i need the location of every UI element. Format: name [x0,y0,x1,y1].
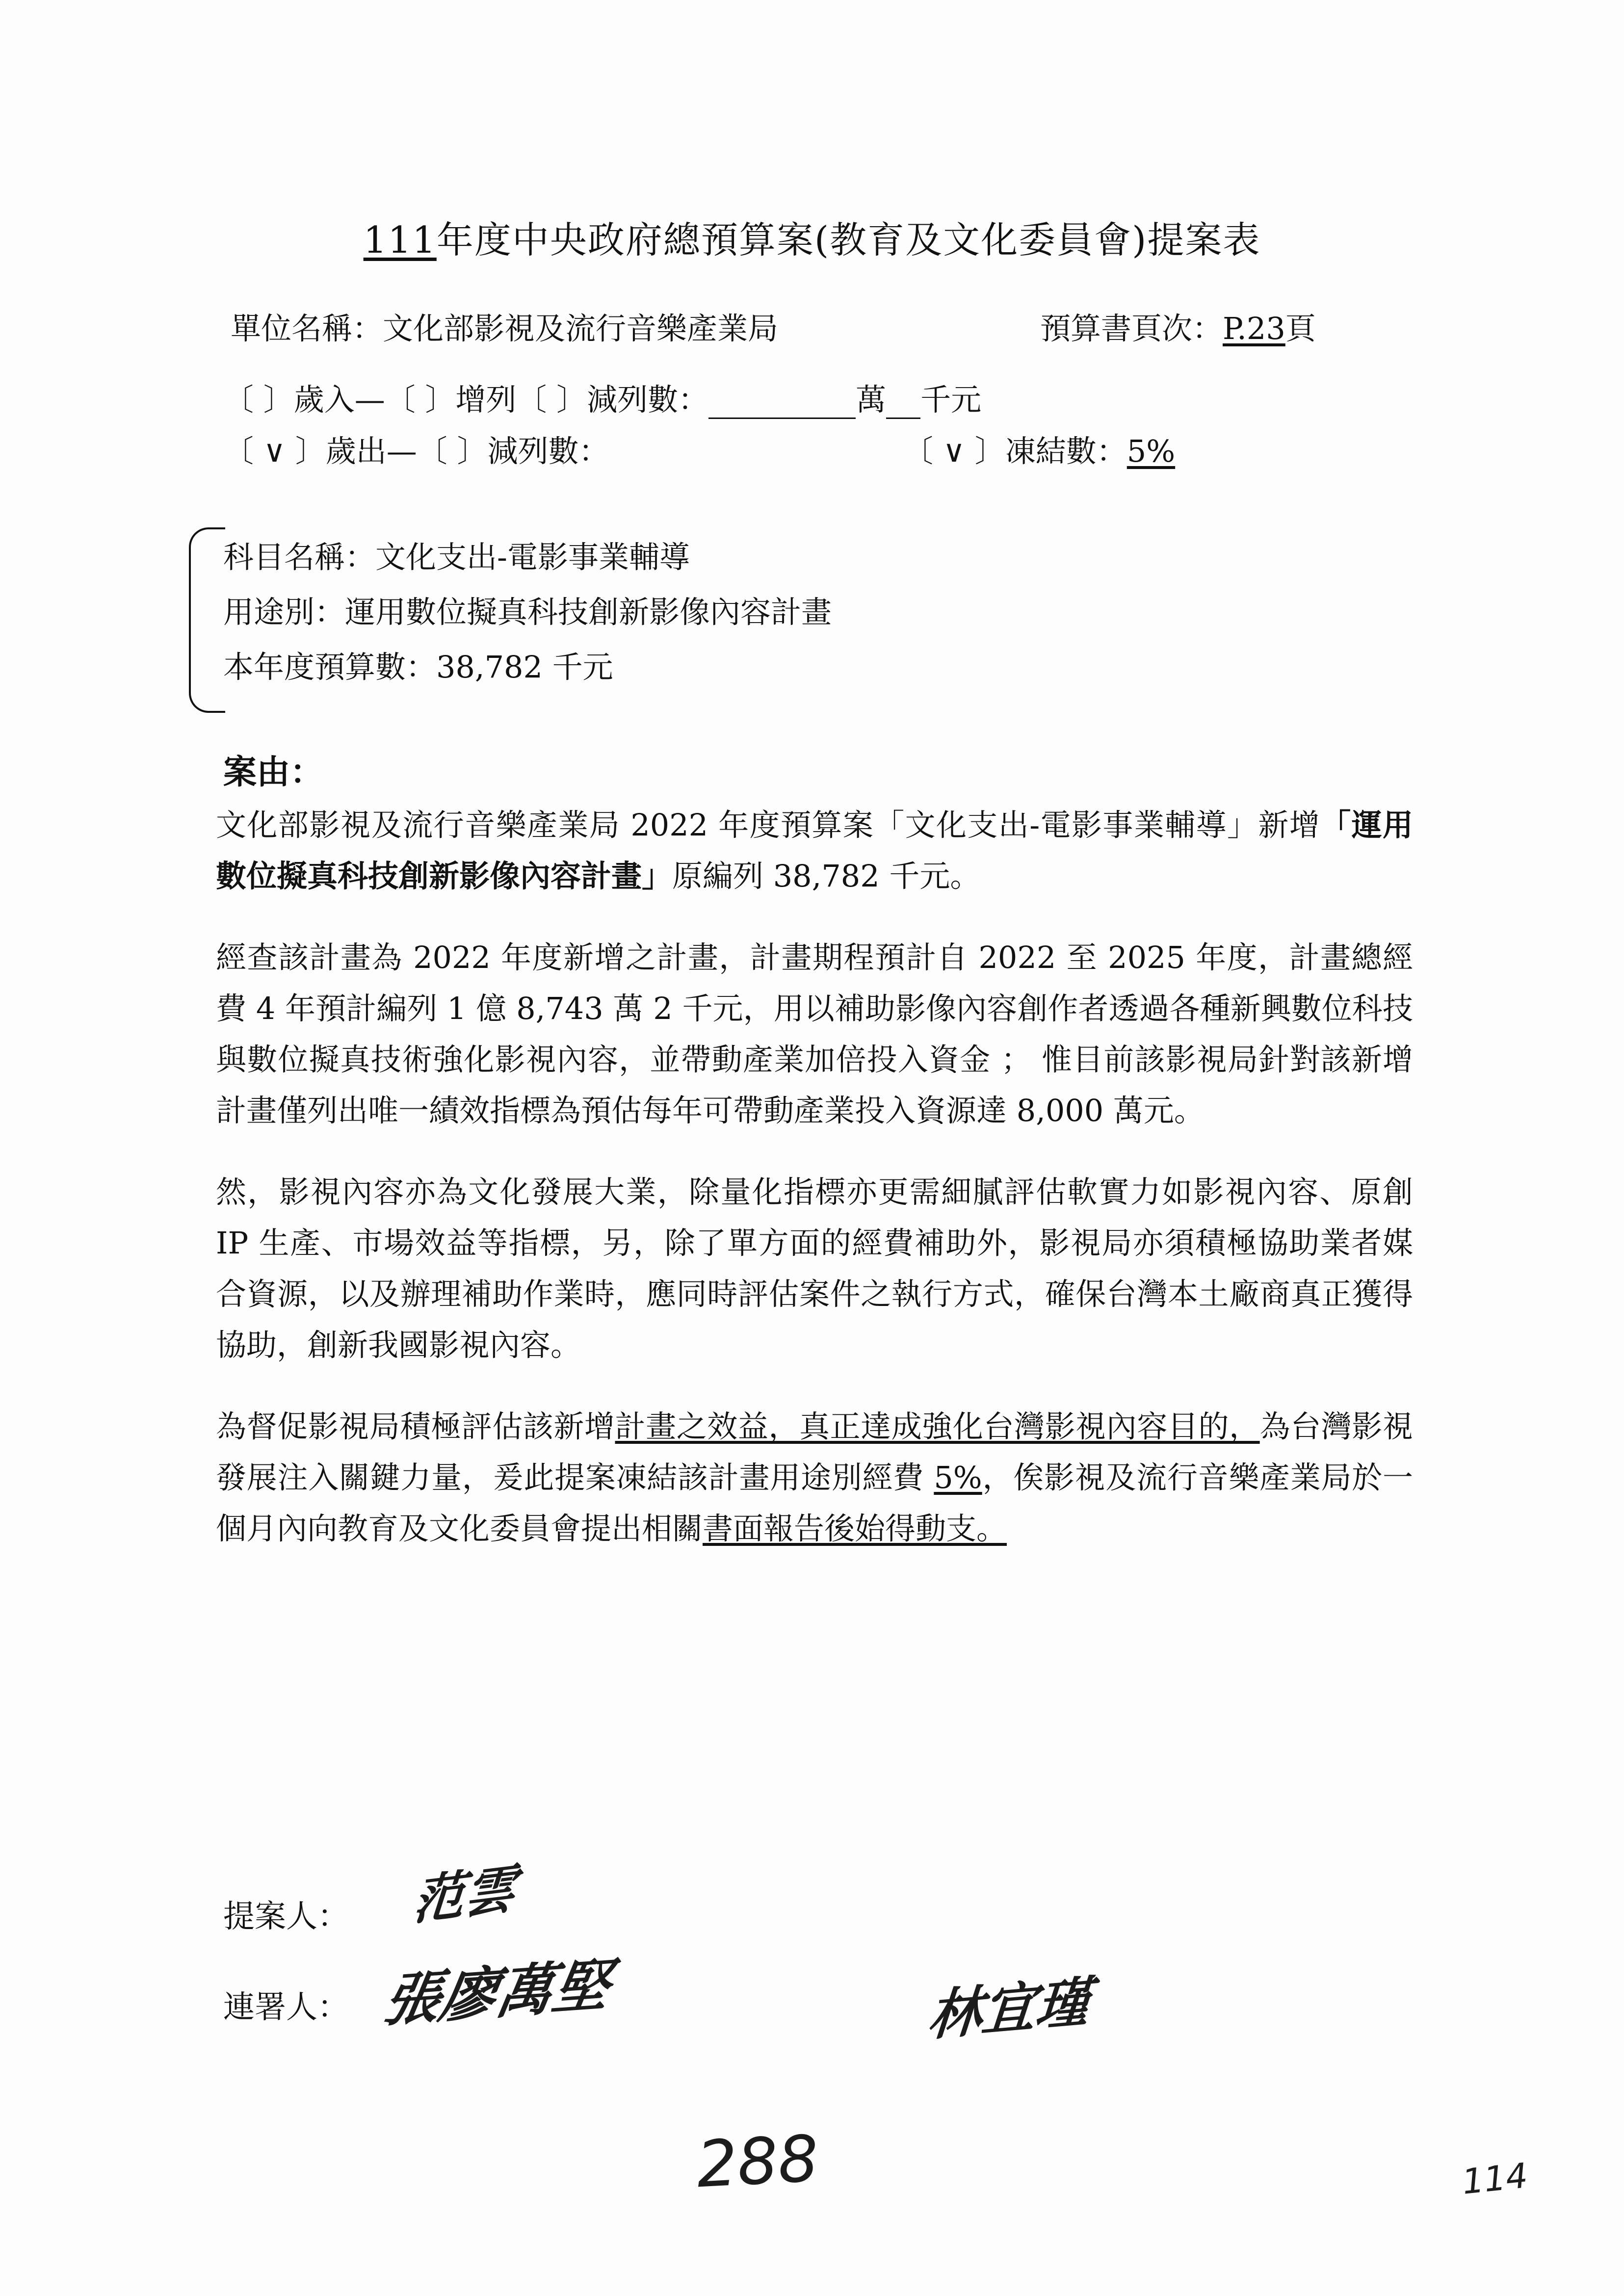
proposer-label: 提案人： [223,1899,349,1935]
stamp-number: 288 [695,2121,820,2202]
signature-cosigner-2: 林宜瑾 [925,1970,1093,2048]
outlay-row: 〔 ∨ 〕歲出—〔 〕減列數： [223,433,609,469]
paragraph-1-seg-2: 「運用數位擬真科技創新影像內容計畫」 [216,807,1413,894]
paragraph-1-seg-3: 原編列 38,782 千元。 [672,858,981,894]
paragraph-4-seg-4: 5% [934,1460,982,1495]
unit-name-field: 單位名稱：文化部影視及流行音樂產業局 [231,311,779,346]
paragraph-3 [216,1167,1413,1371]
income-row [223,375,981,419]
subject-brace [189,527,225,713]
year-budget-amount: 本年度預算數：38,782 千元 [223,649,613,685]
income-label: 〔 〕歲入—〔 〕增列〔 〕減列數： [223,382,709,417]
income-unit-qian: 千元 [920,382,982,417]
budget-page-suffix: 頁 [1285,311,1316,346]
case-reason-body [216,800,1413,1554]
title-year: 111 [363,218,437,261]
freeze-value: 5% [1126,433,1176,469]
purpose-name: 用途別：運用數位擬真科技創新影像內容計畫 [223,594,832,630]
page-title [0,211,1624,263]
paragraph-4-seg-1: 為督促影視局積極評估該新增 [216,1409,615,1444]
income-unit-wan: 萬 [856,382,887,417]
paragraph-4-seg-3: 為台灣影視發展注入關鍵力量，爰此提案凍結該計畫用途別經費 [216,1409,1413,1495]
paragraph-4-seg-6: 書面報告後始得動支。 [703,1511,1007,1546]
subject-name: 科目名稱：文化支出-電影事業輔導 [223,539,690,575]
freeze-row [903,427,1175,470]
budget-page-label: 預算書頁次： [1040,311,1223,346]
paragraph-4 [216,1401,1413,1554]
paragraph-2 [216,932,1413,1136]
signature-cosigner-1: 張廖萬堅 [378,1952,616,2035]
page-number: 114 [1460,2155,1530,2202]
income-amount-blank-2 [886,392,920,419]
subject-block [223,530,1401,695]
cosigner-label: 連署人： [223,1989,349,2026]
case-reason-label: 案由： [223,753,324,792]
paragraph-2-seg-1: 經查該計畫為 2022 年度新增之計畫，計畫期程預計自 2022 至 2025 年度，計畫總經費 4 年預計編列 1 億 8,743 萬 2 千元，用以補助影像內容創作者透過各種新興數位科技與數位擬真技術強化影視內容，並帶動產業加倍投入資金 ； 惟目前該影視局針對該新增計畫僅列出唯一績效指標為預估每年可帶動產業投入資源達 8,000 萬元。 [216,939,1413,1128]
budget-page-field [1040,304,1316,348]
paragraph-3-seg-1: 然，影視內容亦為文化發展大業，除量化指標亦更需細膩評估軟實力如影視內容、原創 IP 生產、市場效益等指標，另，除了單方面的經費補助外，影視局亦須積極協助業者媒合資源，以及辦理補助作業時，應同時評估案件之執行方式，確保台灣本土廠商真正獲得協助，創新我國影視內容。 [216,1174,1413,1363]
paragraph-1-seg-1: 文化部影視及流行音樂產業局 2022 年度預算案「文化支出-電影事業輔導」新增 [216,807,1321,843]
budget-page-value: P.23 [1223,311,1285,346]
paragraph-4-seg-2: 計畫之效益，真正達成強化台灣影視內容目的， [615,1409,1260,1444]
signature-proposer: 范雲 [411,1858,519,1932]
paragraph-4-seg-5: ，俟影視及流行音樂產業局於一個月內向教育及文化委員會提出相關 [216,1460,1413,1546]
freeze-label: 〔 ∨ 〕凍結數： [903,433,1127,469]
title-rest: 年度中央政府總預算案(教育及文化委員會)提案表 [436,218,1261,261]
income-amount-blank [708,392,856,419]
paragraph-1 [216,800,1413,902]
